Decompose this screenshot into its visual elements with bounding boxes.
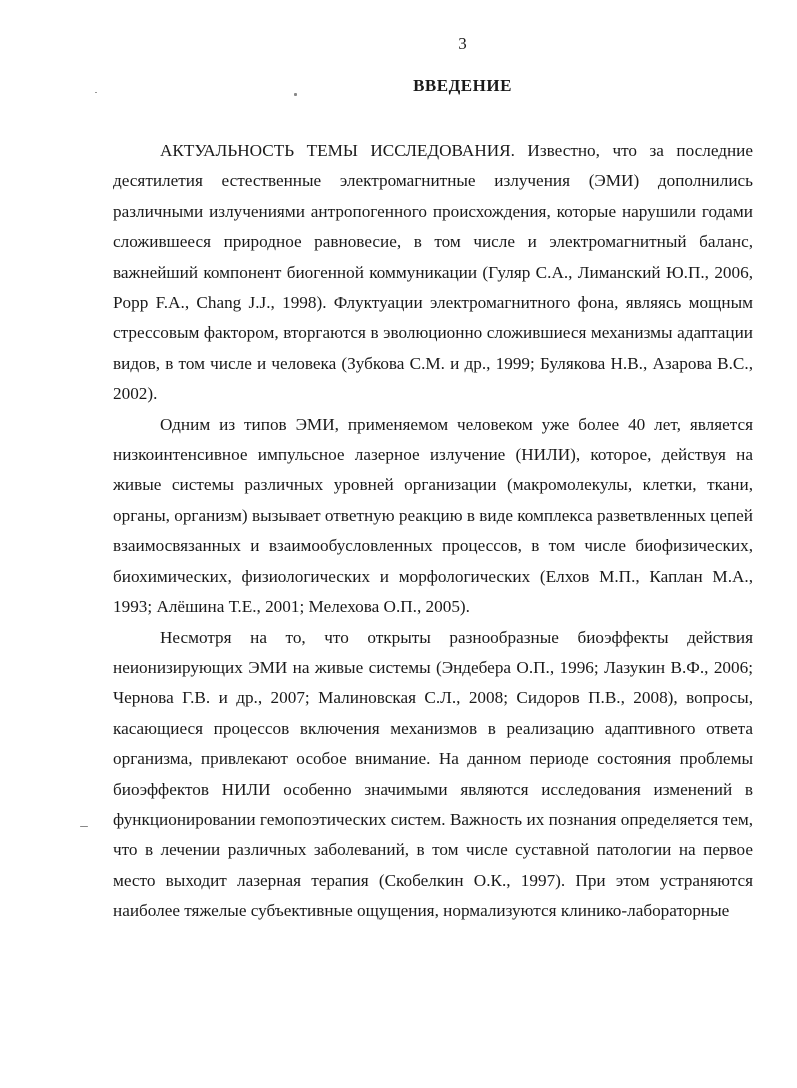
page-number: 3 xyxy=(458,34,467,53)
paragraph-2: Одним из типов ЭМИ, применяемом человеком уже более 40 лет, является низкоинтенсивное импульсное лазерное излучение (НИЛИ), которое, действуя на живые системы различных уровней организации (макромолекулы, клетки, ткани, органы, организм) вызывает ответную реакцию в виде комплекса разветвленных цепей взаимосвязанных и взаимообусловленных процессов, в том числе биофизических, биохимических, физиологических и морфологических (Елхов М.П., Каплан М.А., 1993; Алёшина Т.Е., 2001; Мелехова О.П., 2005). xyxy=(113,414,753,617)
scan-speck xyxy=(80,826,88,827)
paragraph-3: Несмотря на то, что открыты разнообразные биоэффекты действия неионизирующих ЭМИ на живые системы (Эндебера О.П., 1996; Лазукин В.Ф., 2006; Чернова Г.В. и др., 2007; Малиновская С.Л., 2008; Сидоров П.В., 2008), вопросы, касающиеся процессов включения механизмов в реализацию адаптивного ответа организма, привлекают особое внимание. На данном периоде состояния проблемы биоэффектов НИЛИ особенно значимыми являются исследования изменений в функционировании гемопоэтических систем. Важность их познания определяется тем, что в лечении различных заболеваний, в том числе суставной патологии на первое место выходит лазерная терапия (Скобелкин О.К., 1997). При этом устраняются наиболее тяжелые субъективные ощущения, нормализуются клинико-лабораторные xyxy=(113,627,753,921)
document-body xyxy=(113,136,753,927)
scan-speck xyxy=(95,92,97,93)
page-heading: ВВЕДЕНИЕ xyxy=(413,76,512,95)
scan-speck xyxy=(294,93,297,96)
paragraph-1: АКТУАЛЬНОСТЬ ТЕМЫ ИССЛЕДОВАНИЯ. Известно, что за последние десятилетия естественные электромагнитные излучения (ЭМИ) дополнились различными излучениями антропогенного происхождения, которые нарушили годами сложившееся природное равновесие, в том числе и электромагнитный баланс, важнейший компонент биогенной коммуникации (Гуляр С.А., Лиманский Ю.П., 2006, Popp F.A., Chang J.J., 1998). Флуктуации электромагнитного фона, являясь мощным стрессовым фактором, вторгаются в эволюционно сложившиеся механизмы адаптации видов, в том числе и человека (Зубкова С.М. и др., 1999; Булякова Н.В., Азарова В.С., 2002). xyxy=(113,141,753,404)
